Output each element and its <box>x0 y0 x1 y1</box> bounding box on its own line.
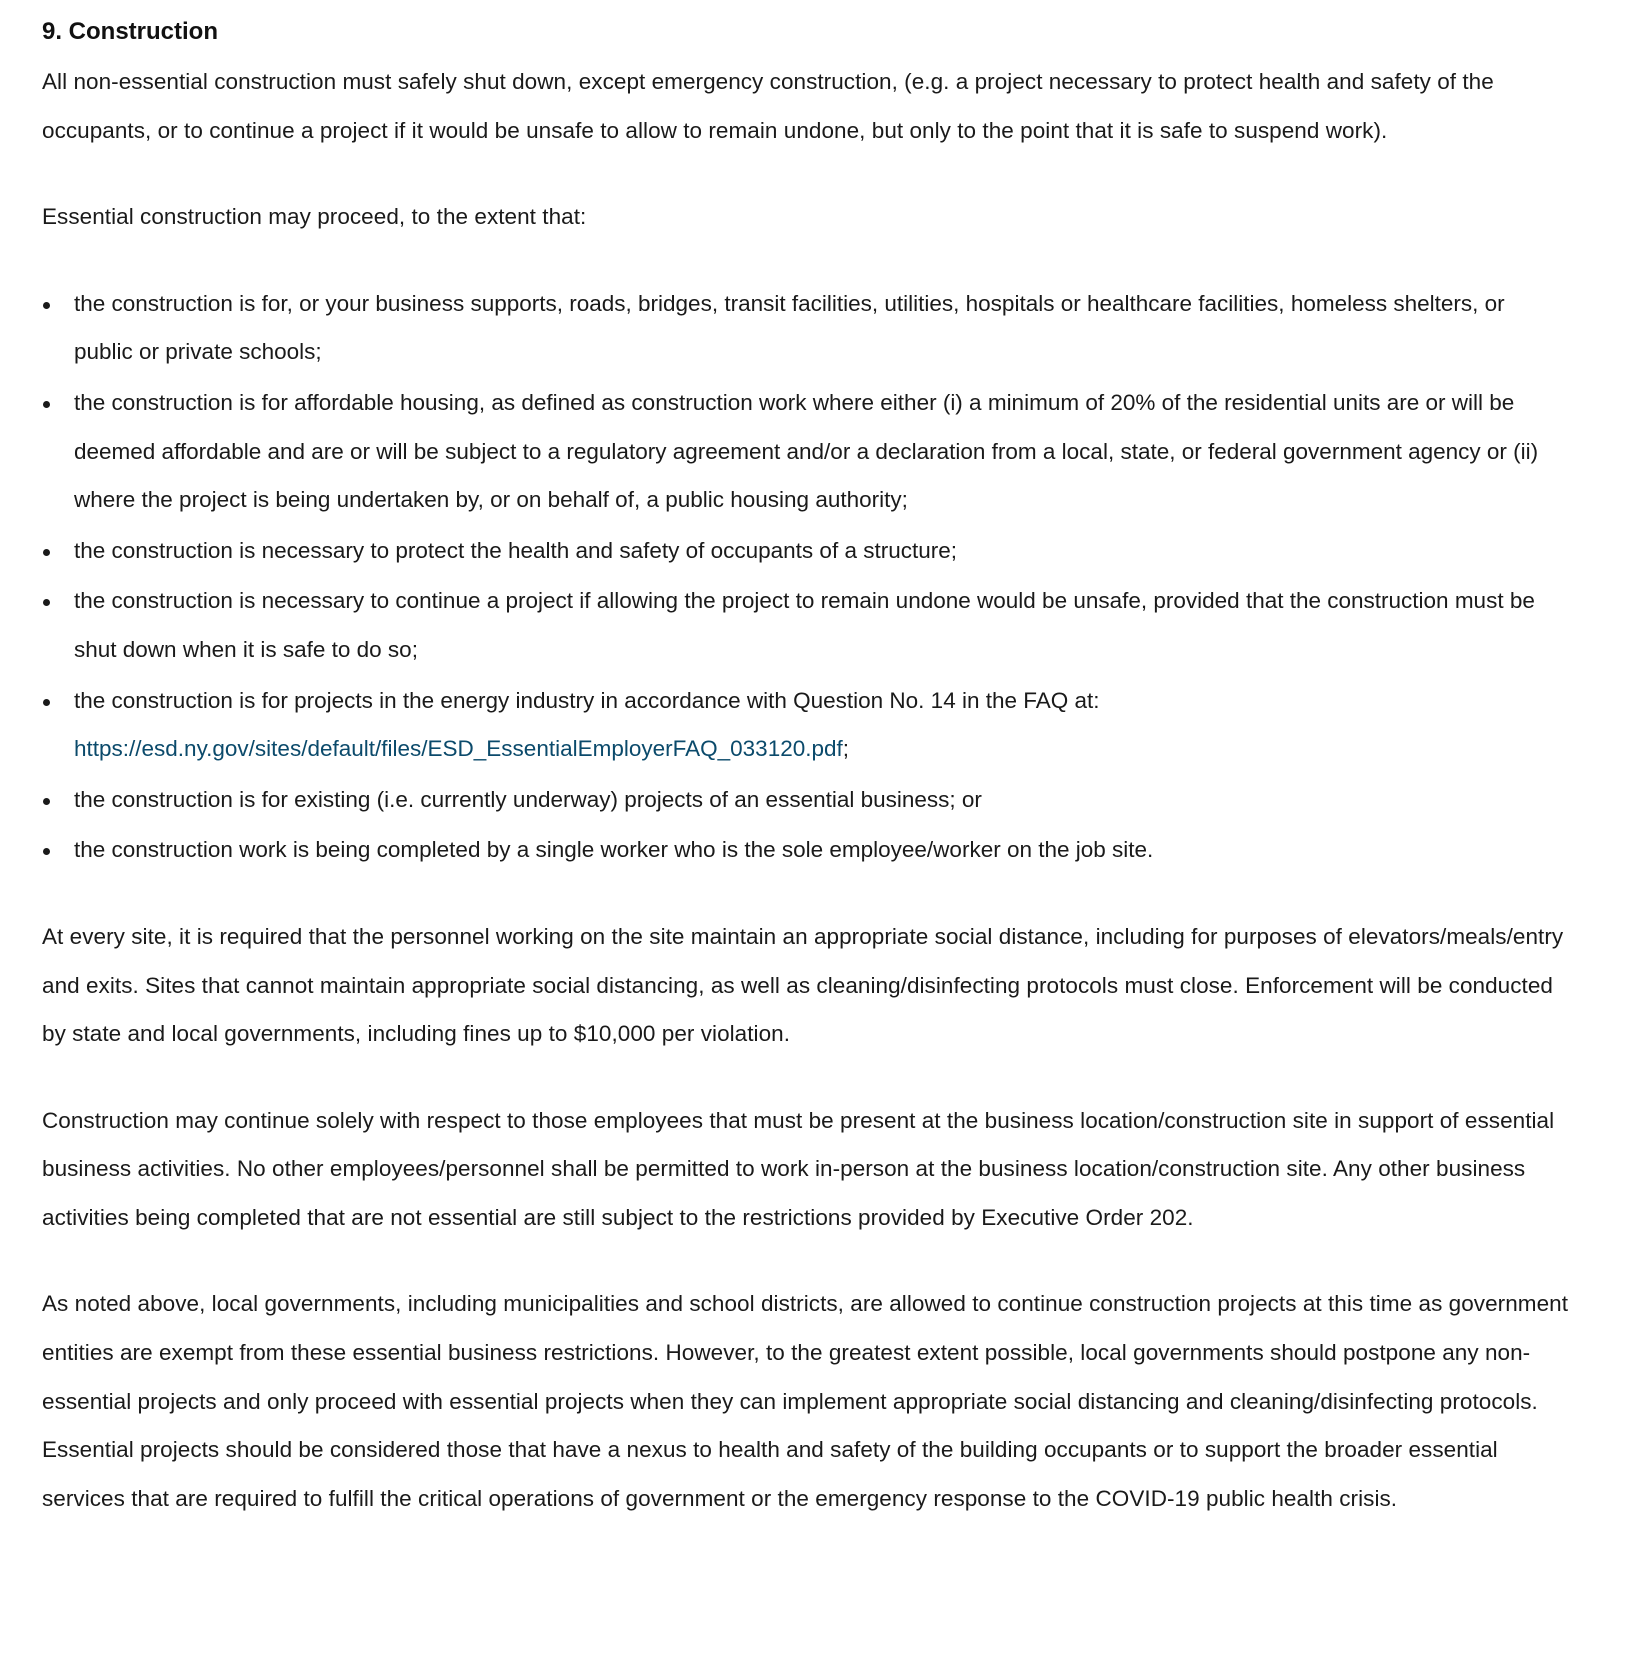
employees-paragraph: Construction may continue solely with respect to those employees that must be present at the business location/construction site in support of essential business activities. No other employees/personnel shall be permitted to work in-person at the business location/construction site. Any other business activities being completed that are not essential are still subject to the restrictions provided by Executive Order 202. <box>42 1107 1555 1230</box>
list-item-text: the construction is necessary to protect the health and safety of occupants of a structure; <box>74 537 957 563</box>
link-suffix: ; <box>842 736 850 762</box>
list-item <box>42 826 1568 875</box>
list-item <box>42 776 1568 825</box>
list-item <box>42 577 1568 674</box>
social-distance-paragraph: At every site, it is required that the personnel working on the site maintain an appropriate social distance, including for purposes of elevators/meals/entry and exits. Sites that cannot maintain appropriate social distancing, as well as cleaning/disinfecting protocols must close. Enforcement will be conducted by state and local governments, including fines up to $10,000 per violation. <box>42 923 1564 1047</box>
intro-paragraph: All non-essential construction must safely shut down, except emergency construction, (e.g. a project necessary to protect health and safety of the occupants, or to continue a project if it would be unsafe to allow to remain undone, but only to the point that it is safe to suspend work). <box>42 69 1494 143</box>
list-item <box>42 379 1568 525</box>
bullet-icon <box>43 599 50 606</box>
lead-paragraph: Essential construction may proceed, to the extent that: <box>42 204 587 230</box>
faq-pdf-link[interactable]: https://esd.ny.gov/sites/default/files/ESD_EssentialEmployerFAQ_033120.pdf <box>74 736 843 762</box>
list-item-text: the construction is for, or your business supports, roads, bridges, transit facilities, utilities, hospitals or healthcare facilities, homeless shelters, or public or private schools; <box>74 290 1505 365</box>
list-item <box>42 527 1568 576</box>
list-item-text: the construction is necessary to continue a project if allowing the project to remain undone would be unsafe, provided that the construction must be shut down when it is safe to do so; <box>74 588 1535 662</box>
bullet-icon <box>43 401 50 408</box>
bullet-icon <box>43 302 50 309</box>
list-item-text: the construction is for existing (i.e. currently underway) projects of an essential business; or <box>74 786 982 812</box>
list-item-text: the construction is for affordable housing, as defined as construction work where either (i) a minimum of 20% of the residential units are or will be deemed affordable and are or will be subject to a regulatory agreement and/or a declaration from a local, state, or federal government agency or (ii) where the project is being undertaken by, or on behalf of, a public housing authority; <box>74 389 1539 513</box>
bullet-icon <box>43 848 50 855</box>
list-item <box>42 677 1568 774</box>
bullet-icon <box>43 699 50 706</box>
list-item-text: the construction work is being completed by a single worker who is the sole employee/worker on the job site. <box>74 837 1154 863</box>
bullet-icon <box>43 549 50 556</box>
section-title: 9. Construction <box>42 18 219 45</box>
bullet-icon <box>43 798 50 805</box>
local-governments-paragraph: As noted above, local governments, including municipalities and school districts, are allowed to continue construction projects at this time as government entities are exempt from these essential business restrictions. However, to the greatest extent possible, local governments should postpone any non-essential projects and only proceed with essential projects when they can implement appropriate social distancing and cleaning/disinfecting protocols. Essential projects should be considered those that have a nexus to health and safety of the building occupants or to support the broader essential services that are required to fulfill the critical operations of government or the emergency response to the COVID-19 public health crisis. <box>42 1291 1568 1511</box>
list-item <box>42 280 1568 377</box>
essential-construction-list <box>42 280 1568 875</box>
list-item-text: the construction is for projects in the energy industry in accordance with Question No. 14 in the FAQ at: <box>74 687 1100 713</box>
